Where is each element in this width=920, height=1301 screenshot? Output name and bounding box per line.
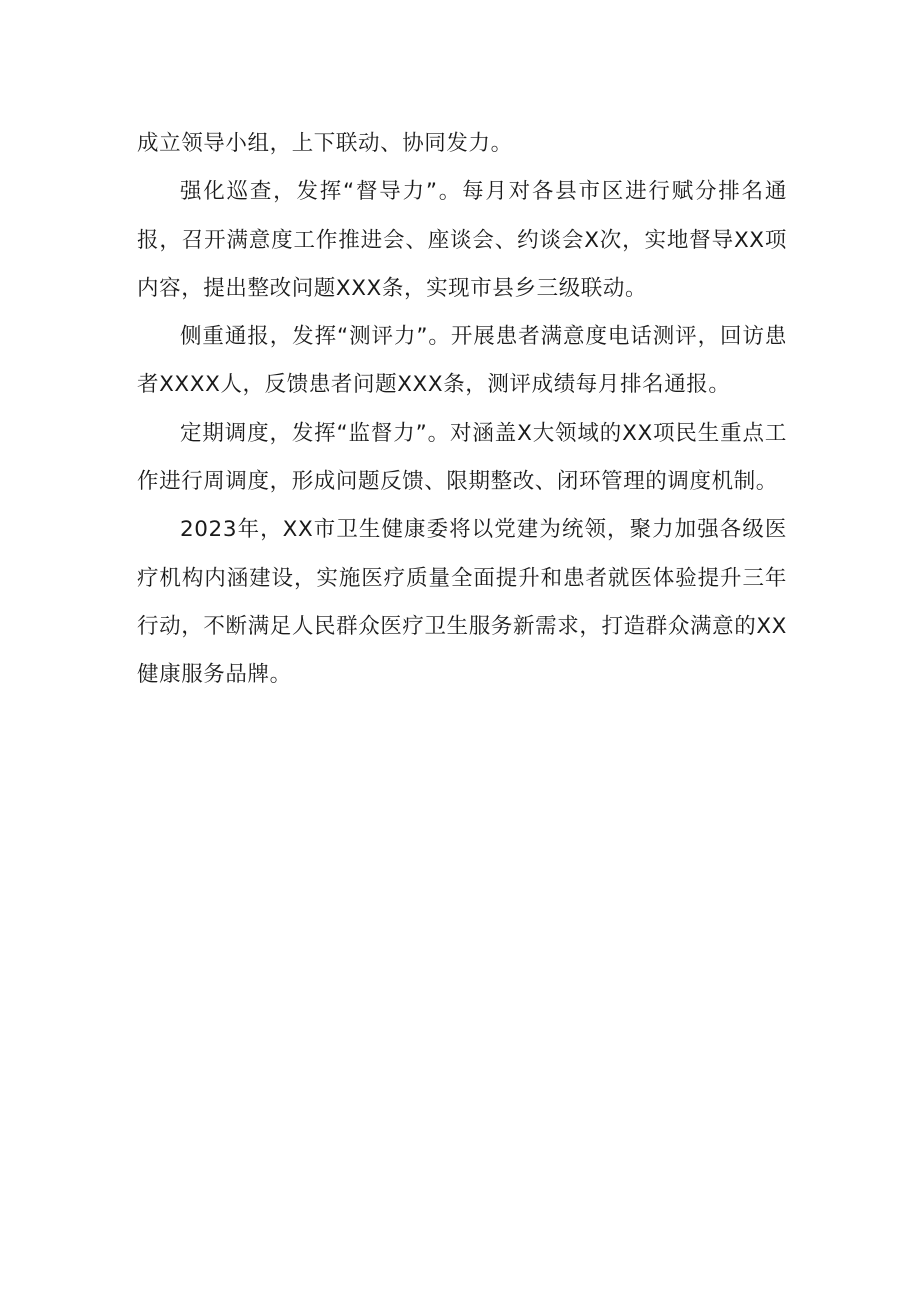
paragraph-inspection: 强化巡查，发挥“督导力”。每月对各县市区进行赋分排名通报，召开满意度工作推进会、座谈会、约谈会X次，实地督导XX项内容，提出整改问题XXX条，实现市县乡三级联动。 (137, 179, 787, 301)
paragraph-evaluation: 侧重通报，发挥“测评力”。开展患者满意度电话测评，回访患者XXXX人，反馈患者问题XXX条，测评成绩每月排名通报。 (137, 324, 787, 398)
paragraph-scheduling: 定期调度，发挥“监督力”。对涵盖X大领域的XX项民生重点工作进行周调度，形成问题反馈、限期整改、闭环管理的调度机制。 (137, 420, 787, 495)
document-body (137, 120, 787, 700)
paragraph-continuation: 成立领导小组，上下联动、协同发力。 (137, 131, 513, 156)
paragraph-2023-plan: 2023年，XX市卫生健康委将以党建为统领，聚力加强各级医疗机构内涵建设，实施医疗质量全面提升和患者就医体验提升三年行动，不断满足人民群众医疗卫生服务新需求，打造群众满意的XX健康服务品牌。 (137, 517, 787, 688)
